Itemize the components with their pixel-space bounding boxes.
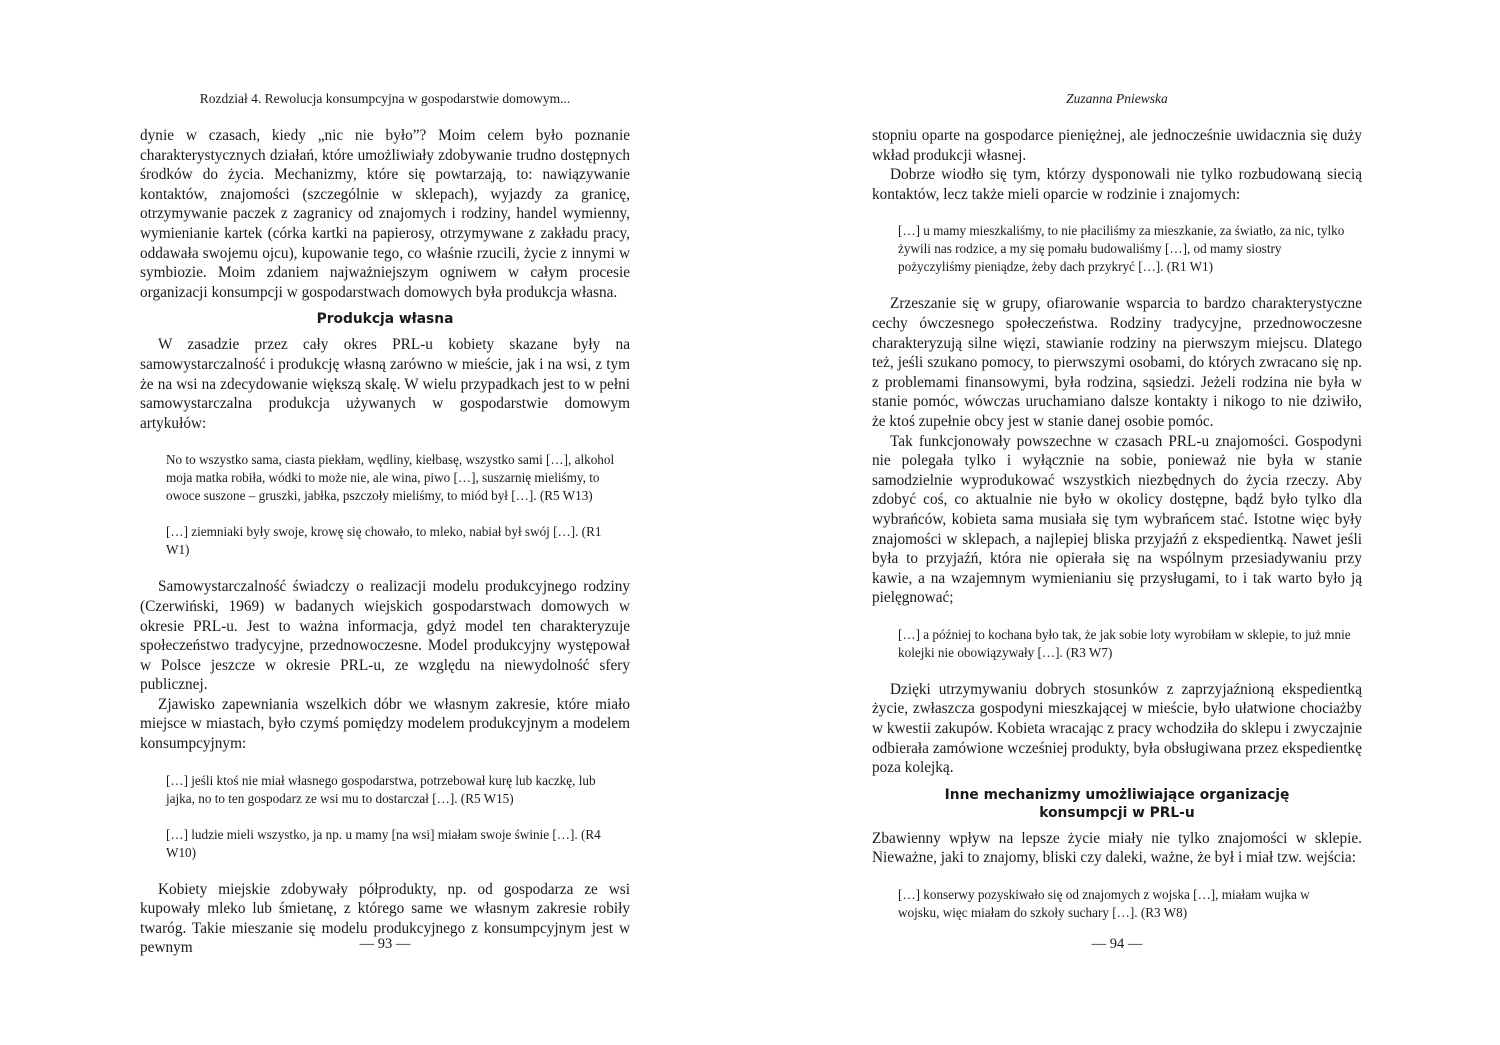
paragraph: Dzięki utrzymywaniu dobrych stosunków z zaprzyjaźnioną ekspedientką życie, zwłaszcza gospodyni mieszkającej w mieście, było ułatwione chociażby w kwestii zakupów. Kobieta wracając z pracy wchodziła do sklepu i zwyczajnie odbierała zamówione wcześniej produkty, była obsługiwana przez ekspedientkę poza kolejką. (872, 680, 1363, 777)
block-quote: No to wszystko sama, ciasta piekłam, wędliny, kiełbasę, wszystko sami […], alkohol moja matka robiła, wódki to może nie, ale wina, piwo […], suszarnię mieliśmy, to owoce suszone – gruszki, jabłka, pszczoły mieliśmy, to miód był […]. (R5 W13) (166, 452, 615, 504)
paragraph: stopniu oparte na gospodarce pieniężnej, ale jednocześnie uwidacznia się duży wkład produkcji własnej. (872, 127, 1362, 164)
right-page (750, 0, 1500, 1045)
right-page-body (872, 126, 1362, 940)
page-number-right: — 94 — (1091, 936, 1143, 952)
section-heading-line: konsumpcji w PRL-u (1039, 804, 1195, 821)
block-quote: […] konserwy pozyskiwało się od znajomych z wojska […], miałam wujka w wojsku, więc miałam do szkoły suchary […]. (R3 W8) (898, 887, 1310, 921)
block-quote: […] a później to kochana było tak, że jak sobie loty wyrobiłam w sklepie, to już mnie kolejki nie obowiązywały […]. (R3 W7) (898, 626, 1351, 660)
block-quote: […] ziemniaki były swoje, krowę się chowało, to mleko, nabiał był swój […]. (R1 W1) (166, 524, 602, 558)
block-quote: […] jeśli ktoś nie miał własnego gospodarstwa, potrzebował kurę lub kaczkę, lub jajka, no to ten gospodarz ze wsi mu to dostarczał […]. (R5 W15) (166, 772, 596, 806)
paragraph: Samowystarczalność świadczy o realizacji modelu produkcyjnego rodziny (Czerwiński, 1969) w badanych wiejskich gospodarstwach domowych w okresie PRL-u. Jest to ważna informacja, gdyż model ten charakteryzuje społeczeństwo tradycyjne, przednowoczesne. Model produkcyjny występował w Polsce jeszcze w okresie PRL-u, ze względu na niewydolność sfery publicznej. (140, 578, 630, 694)
paragraph: Zrzeszanie się w grupy, ofiarowanie wsparcia to bardzo charakterystyczne cechy ówczesnego społeczeństwa. Rodziny tradycyjne, przednowoczesne charakteryzują silne więzi, stawianie rodziny na pierwszym miejscu. Dlatego też, jeśli szukano pomocy, to pierwszymi osobami, do których zwracano się np. z problemami finansowymi, była rodzina, sąsiedzi. Jeżeli rodzina nie była w stanie pomóc, wówczas uruchamiano dalsze kontakty i nikogo to nie dziwiło, że ktoś zupełnie obcy jest w stanie danej osobie pomóc. (872, 295, 1362, 430)
block-quote: […] ludzie mieli wszystko, ja np. u mamy [na wsi] miałam swoje świnie […]. (R4 W10) (166, 826, 601, 860)
section-heading (872, 786, 1362, 822)
running-head-left: Rozdział 4. Rewolucja konsumpcyjna w gospodarstwie domowym... (199, 91, 571, 106)
paragraph: dynie w czasach, kiedy „nic nie było”? Moim celem było poznanie charakterystycznych działań, które umożliwiały zdobywanie trudno dostępnych środków do życia. Mechanizmy, które się powtarzają, to: nawiązywanie kontaktów, znajomości (szczególnie w sklepach), wyjazdy za granicę, otrzymywanie paczek z zagranicy od znajomych i rodziny, handel wymienny, wymienianie kartek (córka kartki na papierosy, otrzymywane z zakładu pracy, oddawała swojemu ojcu), kupowanie tego, co właśnie rzucili, życie z innymi w symbiozie. Moim zdaniem najważniejszym ogniwem w całym procesie organizacji konsumpcji w gospodarstwach domowych była produkcja własna. (140, 127, 630, 301)
paragraph: W zasadzie przez cały okres PRL-u kobiety skazane były na samowystarczalność i produkcję własną zarówno w mieście, jak i na wsi, z tym że na wsi na zdecydowanie większą skalę. W wielu przypadkach jest to w pełni samowystarczalna produkcja używanych w gospodarstwie domowym artykułów: (140, 336, 630, 432)
page-number-left: — 93 — (359, 936, 411, 952)
paragraph: Zjawisko zapewniania wszelkich dóbr we własnym zakresie, które miało miejsce w miastach, było czymś pomiędzy modelem produkcyjnym a modelem konsumpcyjnym: (140, 695, 630, 753)
left-page-body (140, 126, 630, 958)
paragraph: Zbawienny wpływ na lepsze życie miały nie tylko znajomości w sklepie. Nieważne, jaki to znajomy, bliski czy daleki, ważne, że był i miał tzw. wejścia: (872, 829, 1362, 867)
paragraph: Tak funkcjonowały powszechne w czasach PRL-u znajomości. Gospodyni nie polegała tylko i wyłącznie na sobie, ponieważ nie była w stanie samodzielnie wyprodukować wszystkich niezbędnych do życia rzeczy. Aby zdobyć coś, co aktualnie nie było w okolicy dostępne, bądź było tylko dla wybrańców, kobieta sama musiała się tym wybrańcem stać. Istotne więc były znajomości w sklepach, a najlepiej bliska przyjaźń z ekspedientką. Nawet jeśli była to przyjaźń, która nie opierała się na wspólnym przesiadywaniu przy kawie, a na wzajemnym wymienianiu się przysługami, to i tak warto było ją pielęgnować; (872, 432, 1362, 607)
section-heading: Produkcja własna (316, 311, 454, 328)
paragraph: Kobiety miejskie zdobywały półprodukty, np. od gospodarza ze wsi kupowały mleko lub śmietanę, z którego same we własnym zakresie robiły twaróg. Takie mieszanie się modelu produkcyjnego z konsumpcyjnym jest w pewnym (140, 880, 630, 957)
paragraph: Dobrze wiodło się tym, którzy dysponowali nie tylko rozbudowaną siecią kontaktów, lecz także mieli oparcie w rodzinie i znajomych: (872, 166, 1362, 203)
section-heading-line: Inne mechanizmy umożliwiające organizację (944, 786, 1290, 803)
running-head-right: Zuzanna Pniewska (1066, 91, 1168, 106)
block-quote: […] u mamy mieszkaliśmy, to nie płaciliśmy za mieszkanie, za światło, za nic, tylko żywili nas rodzice, a my się pomału budowaliśmy […], od mamy siostry pożyczyliśmy pieniądze, żeby dach przykryć […]. (R1 W1) (898, 223, 1345, 275)
